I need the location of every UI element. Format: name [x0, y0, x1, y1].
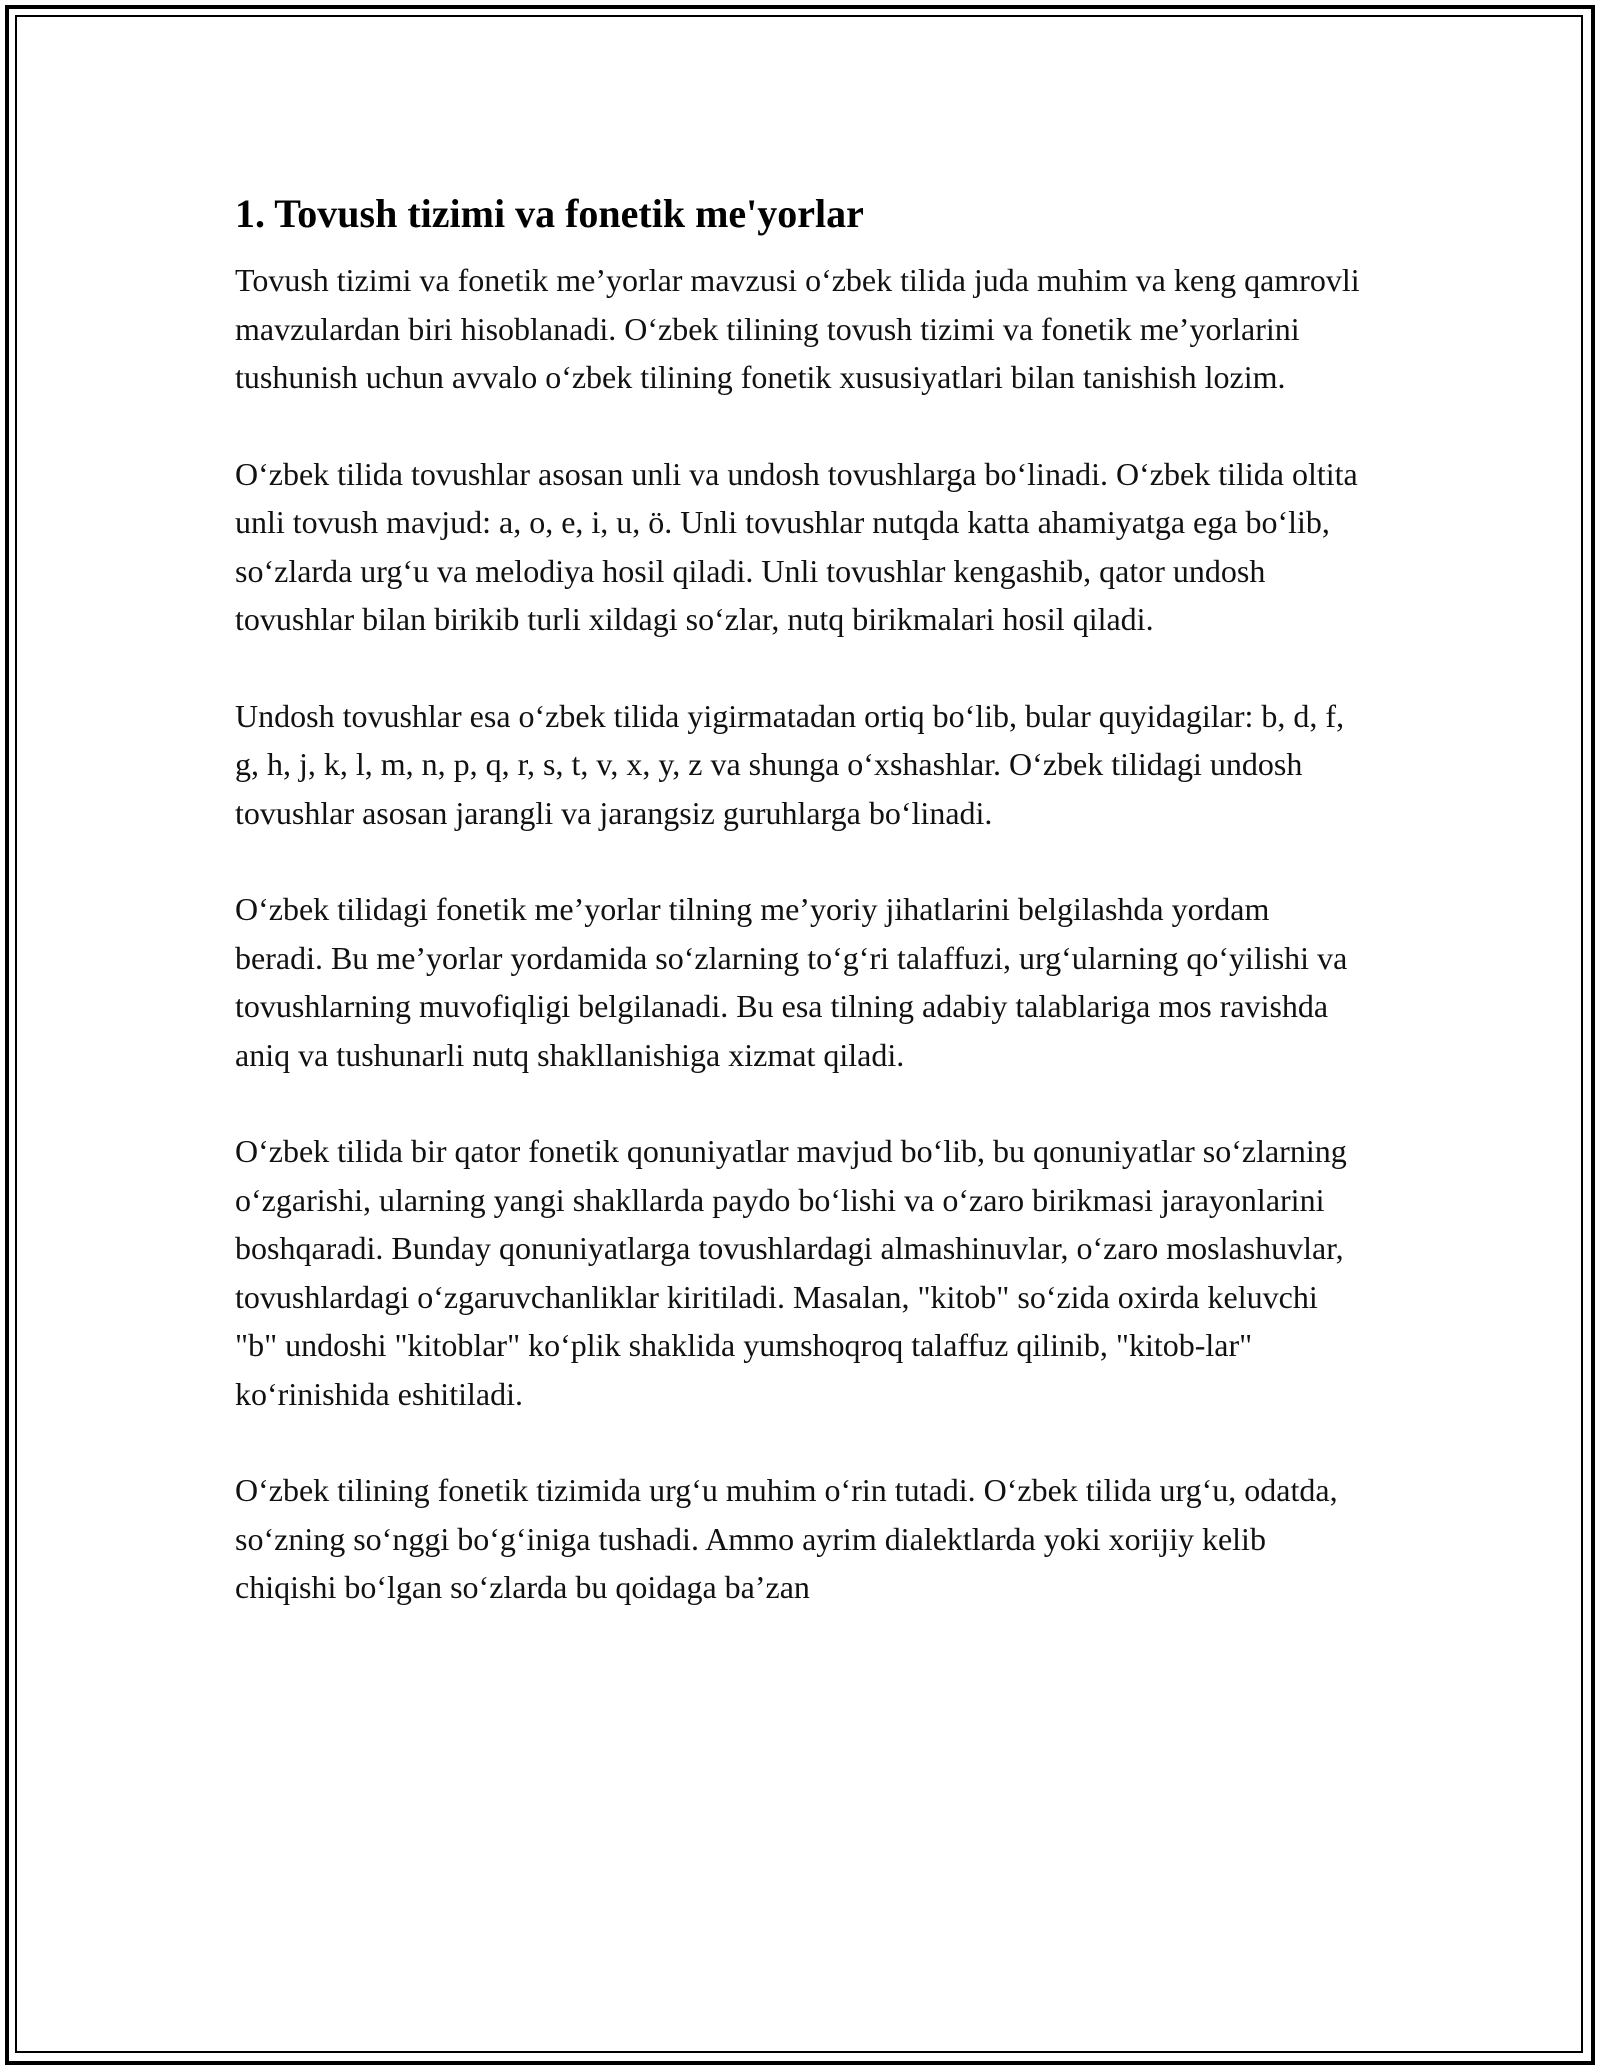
paragraph-1: Tovush tizimi va fonetik me’yorlar mavzusi o‘zbek tilida juda muhim va keng qamrovli mavzulardan biri hisoblanadi. O‘zbek tilining tovush tizimi va fonetik me’yorlarini tushunish uchun avvalo o‘zbek tilining fonetik xususiyatlari bilan tanishish lozim. — [235, 262, 1360, 395]
paragraph-2: O‘zbek tilida tovushlar asosan unli va undosh tovushlarga bo‘linadi. O‘zbek tilida oltita unli tovush mavjud: a, o, e, i, u, ö. Unli tovushlar nutqda katta ahamiyatga ega bo‘lib, so‘zlarda urg‘u va melodiya hosil qiladi. Unli tovushlar kengashib, qator undosh tovushlar bilan birikib turli xildagi so‘zlar, nutq birikmalari hosil qiladi. — [235, 455, 1358, 637]
document-body — [235, 188, 1360, 1660]
section-heading: 1. Tovush tizimi va fonetik me'yorlar — [235, 191, 864, 236]
paragraph-4: O‘zbek tilidagi fonetik me’yorlar tilning me’yoriy jihatlarini belgilashda yordam beradi. Bu me’yorlar yordamida so‘zlarning to‘g‘ri talaffuzi, urg‘ularning qo‘yilishi va tovushlarning muvofiqligi belgilanadi. Bu esa tilning adabiy talablariga mos ravishda aniq va tushunarli nutq shakllanishiga xizmat qiladi. — [235, 891, 1348, 1073]
paragraph-3: Undosh tovushlar esa o‘zbek tilida yigirmatadan ortiq bo‘lib, bular quyidagilar: b, d, f, g, h, j, k, l, m, n, p, q, r, s, t, v, x, y, z va shunga o‘xshashlar. O‘zbek tilidagi undosh tovushlar asosan jarangli va jarangsiz guruhlarga bo‘linadi. — [235, 697, 1345, 831]
paragraph-6: O‘zbek tilining fonetik tizimida urg‘u muhim o‘rin tutadi. O‘zbek tilida urg‘u, odatda, so‘zning so‘nggi bo‘g‘iniga tushadi. Ammo ayrim dialektlarda yoki xorijiy kelib chiqishi bo‘lgan so‘zlarda bu qoidaga ba’zan — [235, 1472, 1338, 1605]
paragraph-5: O‘zbek tilida bir qator fonetik qonuniyatlar mavjud bo‘lib, bu qonuniyatlar so‘zlarning o‘zgarishi, ularning yangi shakllarda paydo bo‘lishi va o‘zaro birikmasi jarayonlarini boshqaradi. Bunday qonuniyatlarga tovushlardagi almashinuvlar, o‘zaro moslashuvlar, tovushlardagi o‘zgaruvchanliklar kiritiladi. Masalan, "kitob" so‘zida oxirda keluvchi "b" undoshi "kitoblar" ko‘plik shaklida yumshoqroq talaffuz qilinib, "kitob-lar" ko‘rinishida eshitiladi. — [235, 1133, 1347, 1412]
